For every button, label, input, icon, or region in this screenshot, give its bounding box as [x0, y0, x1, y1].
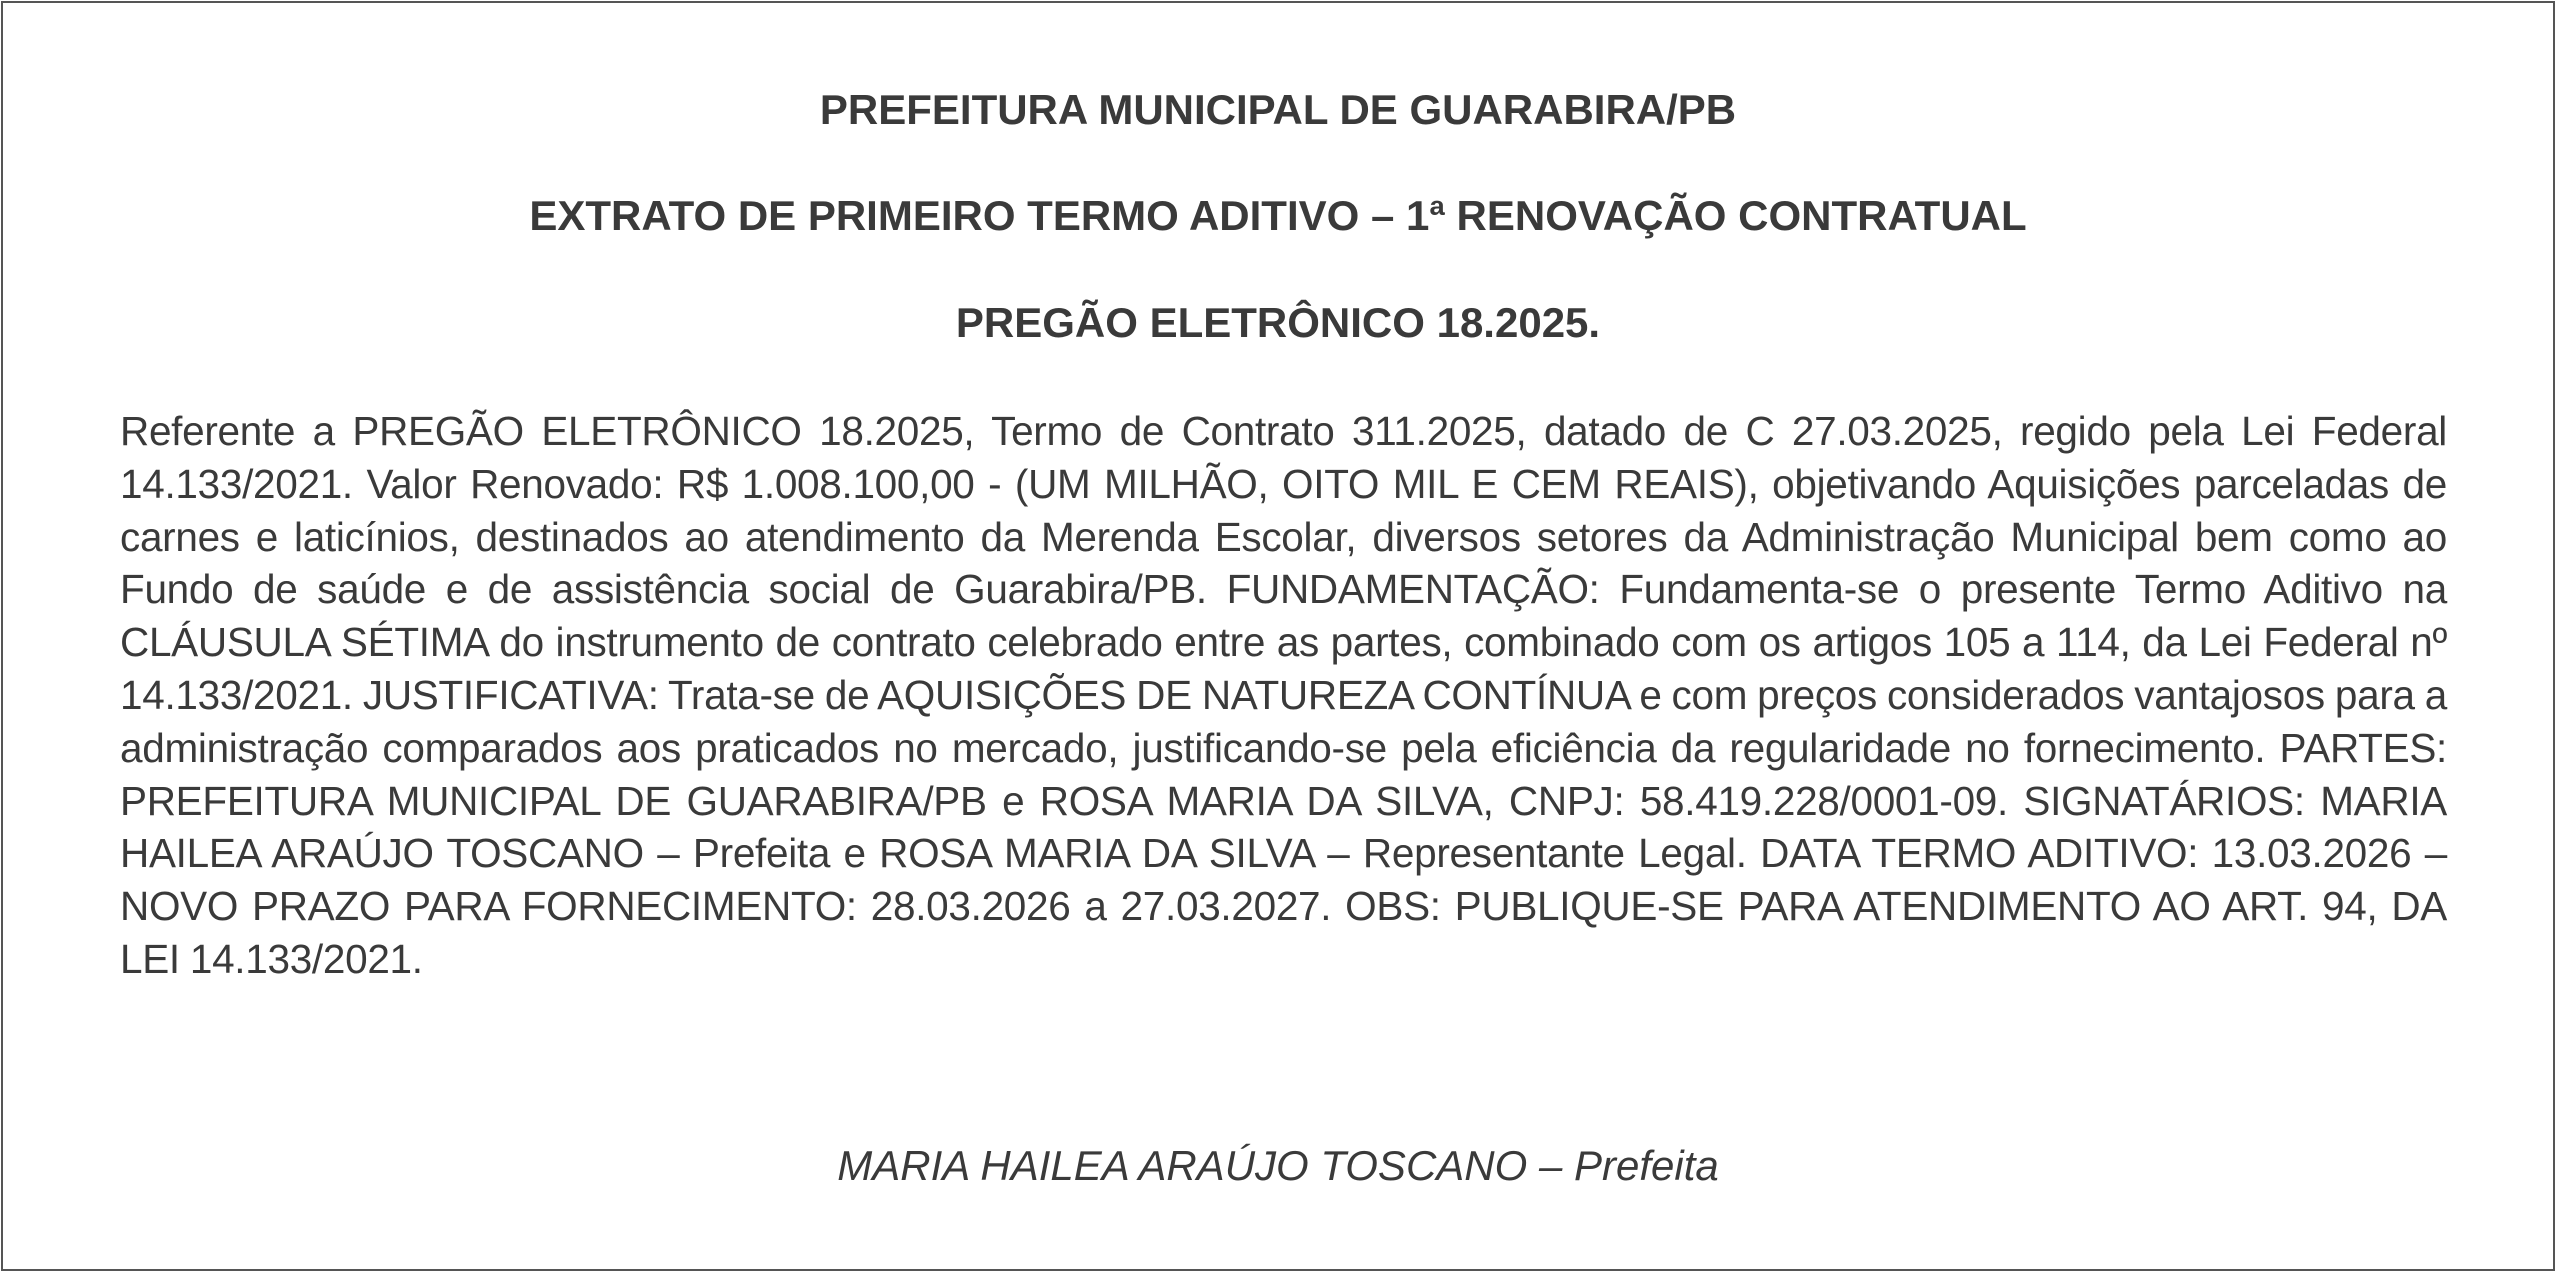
- document-heading-extract-title: EXTRATO DE PRIMEIRO TERMO ADITIVO – 1ª RENOVAÇÃO CONTRATUAL: [529, 192, 2027, 239]
- document-frame: [1, 1, 2555, 1271]
- document-signature: MARIA HAILEA ARAÚJO TOSCANO – Prefeita: [837, 1142, 1719, 1189]
- document-body-paragraph: Referente a PREGÃO ELETRÔNICO 18.2025, Termo de Contrato 311.2025, datado de C 27.03.2025, regido pela Lei Federal 14.133/2021. Valor Renovado: R$ 1.008.100,00 - (UM MILHÃO, OITO MIL E CEM REAIS), objetivando Aquisições parceladas de carnes e laticínios, destinados ao atendimento da Merenda Escolar, diversos setores da Administração Municipal bem como ao Fundo de saúde e de assistência social de Guarabira/PB. FUNDAMENTAÇÃO: Fundamenta-se o presente Termo Aditivo na CLÁUSULA SÉTIMA do instrumento de contrato celebrado entre as partes, combinado com os artigos 105 a 114, da Lei Federal nº 14.133/2021. JUSTIFICATIVA: Trata-se de AQUISIÇÕES DE NATUREZA CONTÍNUA e com preços considerados vantajosos para a administração comparados aos praticados no mercado, justificando-se pela eficiência da regularidade no fornecimento. PARTES: PREFEITURA MUNICIPAL DE GUARABIRA/PB e ROSA MARIA DA SILVA, CNPJ: 58.419.228/0001-09. SIGNATÁRIOS: MARIA HAILEA ARAÚJO TOSCANO – Prefeita e ROSA MARIA DA SILVA – Representante Legal. DATA TERMO ADITIVO: 13.03.2026 – NOVO PRAZO PARA FORNECIMENTO: 28.03.2026 a 27.03.2027. OBS: PUBLIQUE-SE PARA ATENDIMENTO AO ART. 94, DA LEI 14.133/2021.: [120, 408, 2447, 982]
- document-heading-municipality: PREFEITURA MUNICIPAL DE GUARABIRA/PB: [819, 86, 1737, 133]
- document-heading-tender: PREGÃO ELETRÔNICO 18.2025.: [955, 299, 1601, 346]
